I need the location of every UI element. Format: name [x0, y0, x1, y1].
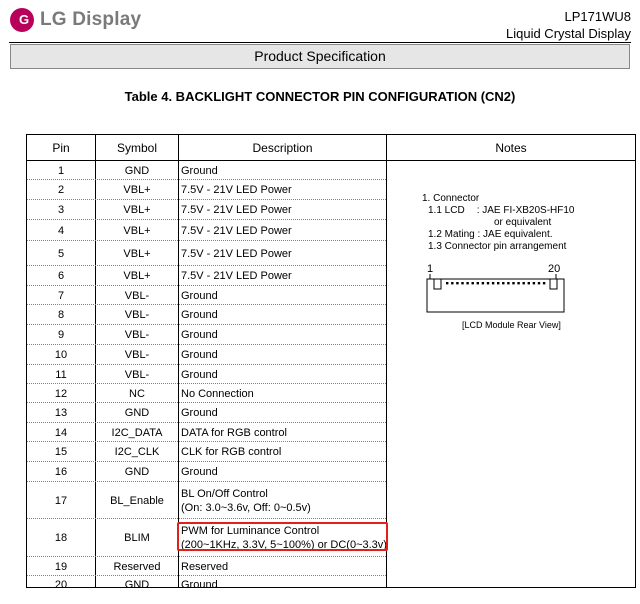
pin-symbol: VBL-: [124, 368, 150, 381]
pin-number: 6: [57, 270, 65, 282]
note-lcd-label: 1.1 LCD: [428, 205, 465, 216]
pin-description: Ground: [181, 164, 218, 177]
connector-pin: [492, 282, 494, 284]
pin-number: 18: [54, 532, 68, 544]
pin-last-label: 20: [548, 263, 561, 275]
lg-logo-icon: G: [10, 8, 34, 32]
pin-description: 7.5V - 21V LED Power: [181, 224, 292, 237]
connector-latch-left: [434, 279, 441, 289]
connector-pin: [533, 282, 535, 284]
model-number: LP171WU8: [564, 9, 631, 24]
pin-description: No Connection: [181, 387, 254, 400]
pin-description: 7.5V - 21V LED Power: [181, 247, 292, 260]
connector-pin: [482, 282, 484, 284]
pin-symbol: VBL-: [124, 289, 150, 302]
pin-number: 9: [57, 329, 65, 341]
pin-symbol: VBL+: [123, 270, 151, 282]
connector-pin: [512, 282, 514, 284]
pin-description: Reserved: [181, 560, 229, 573]
pin-number: 10: [54, 349, 68, 361]
pin-number: 3: [57, 204, 65, 216]
pin-description-line1: BL On/Off Control: [181, 487, 268, 500]
pin-description: 7.5V - 21V LED Power: [181, 204, 292, 216]
brand-name: LG Display: [40, 9, 142, 30]
product-type: Liquid Crystal Display: [506, 26, 631, 41]
pin-symbol: Reserved: [113, 560, 161, 573]
pin-number: 13: [54, 407, 68, 419]
pin-description: Ground: [181, 309, 218, 321]
connector-pin: [543, 282, 545, 284]
pin-symbol: I2C_DATA: [111, 426, 163, 439]
note-lcd-part: : JAE FI-XB20S-HF10: [476, 205, 575, 216]
pin-symbol: VBL-: [124, 329, 150, 341]
connector-pin: [446, 282, 448, 284]
pin-description: Ground: [181, 407, 218, 419]
note-pin-arrangement: 1.3 Connector pin arrangement: [428, 241, 567, 252]
pin-description: CLK for RGB control: [181, 446, 282, 458]
pin-description: 7.5V - 21V LED Power: [181, 270, 292, 282]
pin-symbol: BL_Enable: [110, 494, 164, 507]
pin-description: Ground: [181, 368, 218, 381]
connector-diagram: [426, 262, 566, 314]
pin-symbol: VBL-: [124, 309, 150, 321]
connector-pin: [538, 282, 540, 284]
pin-number: 11: [55, 368, 67, 381]
connector-pin: [487, 282, 489, 284]
column-divider: [386, 135, 387, 587]
pin-description: DATA for RGB control: [181, 426, 287, 439]
document-header-right: [506, 8, 631, 42]
pin-symbol: GND: [124, 578, 150, 591]
pin-description: Ground: [181, 289, 218, 302]
pin-symbol: NC: [129, 387, 145, 400]
header-rule: [9, 42, 631, 43]
section-banner: Product Specification: [10, 44, 630, 69]
column-header-notes: Notes: [495, 141, 527, 155]
pin-number: 14: [54, 426, 68, 439]
pin-description: Ground: [181, 329, 218, 341]
pin-number: 20: [54, 578, 68, 591]
pin-number: 12: [54, 387, 68, 400]
connector-pin: [466, 282, 468, 284]
pin-number: 4: [57, 224, 65, 237]
pin-symbol: VBL+: [123, 224, 151, 237]
note-lcd: [422, 205, 575, 217]
pin-number: 2: [57, 184, 65, 196]
pin-number: 19: [54, 560, 68, 573]
connector-pin: [477, 282, 479, 284]
pin-number: 8: [57, 309, 65, 321]
connector-pin: [523, 282, 525, 284]
connector-notes: [422, 193, 575, 253]
pin-symbol: GND: [124, 407, 150, 419]
rear-view-caption: [LCD Module Rear View]: [462, 320, 561, 330]
connector-pin: [517, 282, 519, 284]
pin-symbol: GND: [124, 466, 150, 478]
pin-symbol: VBL-: [124, 349, 150, 361]
column-header-description: Description: [252, 141, 313, 155]
connector-latch-right: [550, 279, 557, 289]
pin-number: 17: [54, 494, 68, 507]
pin-symbol: VBL+: [123, 247, 151, 260]
connector-pin: [461, 282, 463, 284]
connector-pin: [528, 282, 530, 284]
connector-pin: [472, 282, 474, 284]
connector-pins: [446, 282, 545, 284]
column-header-symbol: Symbol: [116, 141, 157, 155]
highlight-box: [177, 522, 388, 551]
note-mating: 1.2 Mating : JAE equivalent.: [428, 229, 553, 240]
note-equivalent: or equivalent: [494, 217, 552, 228]
pin-symbol: I2C_CLK: [114, 446, 160, 458]
pin-number: 1: [57, 164, 65, 177]
pin-number: 15: [54, 446, 68, 458]
pin-symbol: BLIM: [124, 532, 150, 544]
connector-pin: [451, 282, 453, 284]
pin-description: Ground: [181, 578, 218, 591]
pin-description: [181, 482, 386, 519]
connector-pin: [456, 282, 458, 284]
pin-first-label: 1: [427, 263, 434, 275]
pin-description-line2: (On: 3.0~3.6v, Off: 0~0.5v): [181, 501, 311, 514]
pin-number: 16: [54, 466, 68, 478]
pin-number: 5: [57, 247, 65, 260]
pin-symbol: GND: [124, 164, 150, 177]
pin-symbol: VBL+: [123, 204, 151, 216]
lg-display-logo: [10, 8, 141, 32]
column-divider: [178, 135, 179, 587]
pin-description: Ground: [181, 349, 218, 361]
pin-number: 7: [57, 289, 65, 302]
pin-description: 7.5V - 21V LED Power: [181, 184, 292, 196]
pin-symbol: VBL+: [123, 184, 151, 196]
pin-description-line1: PWM for Luminance Control: [181, 525, 320, 537]
connector-pin: [502, 282, 504, 284]
pin-description: Ground: [181, 466, 218, 478]
connector-pin: [507, 282, 509, 284]
connector-pin: [497, 282, 499, 284]
table-title: Table 4. BACKLIGHT CONNECTOR PIN CONFIGURATION (CN2): [124, 89, 516, 104]
pin-description-line2: (200~1KHz, 3.3V, 5~100%) or DC(0~3.3v): [181, 539, 387, 551]
column-header-pin: Pin: [52, 141, 70, 155]
note-connector: 1. Connector: [422, 193, 480, 204]
